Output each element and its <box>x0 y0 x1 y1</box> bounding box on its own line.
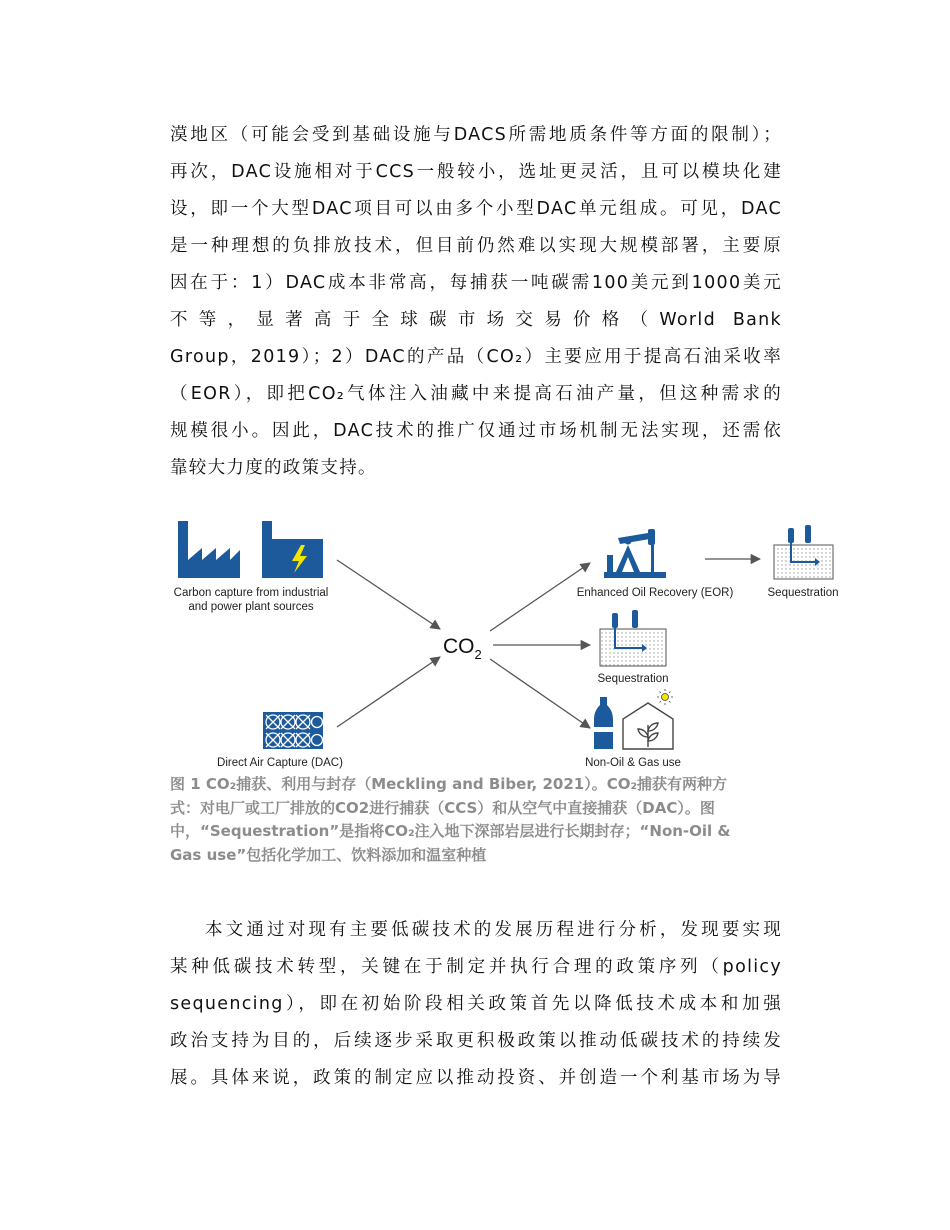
caption-line: 图 1 CO₂捕获、利用与封存（Meckling and Biber, 2021）。CO₂捕获有两种方 <box>170 775 728 793</box>
caption-line: 中，“Sequestration”是指将CO₂注入地下深部岩层进行长期封存；“Non-Oil & <box>170 822 731 840</box>
text-line: 靠较大力度的政策支持。 <box>170 458 377 478</box>
arrow-dac-to-co2 <box>337 657 440 727</box>
text-line: 规模很小。因此，DAC技术的推广仅通过市场机制无法实现，还需依 <box>170 421 782 441</box>
text-line: 某种低碳技术转型，关键在于制定并执行合理的政策序列（policy <box>170 957 782 977</box>
arrow-industrial-to-co2 <box>337 560 440 629</box>
text-line: 漠地区（可能会受到基础设施与DACS所需地质条件等方面的限制）； <box>170 125 782 145</box>
sequestration-icon <box>774 525 833 579</box>
bottle-icon <box>594 697 613 749</box>
text-line: sequencing），即在初始阶段相关政策首先以降低技术成本和加强 <box>170 994 782 1014</box>
sequestration-mid-label: Sequestration <box>597 673 669 685</box>
sun-icon <box>657 689 673 705</box>
text-line: （EOR），即把CO₂气体注入油藏中来提高石油产量，但这种需求的 <box>170 384 782 404</box>
text-line: 设，即一个大型DAC项目可以由多个小型DAC单元组成。可见，DAC <box>170 199 782 219</box>
arrow-co2-to-eor <box>490 563 590 631</box>
eor-label: Enhanced Oil Recovery (EOR) <box>576 587 734 599</box>
text-line: 再次，DAC设施相对于CCS一般较小，选址更灵活，且可以模块化建 <box>170 162 782 182</box>
sequestration-icon <box>600 610 666 666</box>
text-line: Group，2019）；2）DAC的产品（CO₂）主要应用于提高石油采收率 <box>170 347 782 367</box>
figure-caption <box>170 773 785 867</box>
caption-line: 式：对电厂或工厂排放的CO2进行捕获（CCS）和从空气中直接捕获（DAC）。图 <box>170 798 715 817</box>
arrow-co2-to-nonoil <box>490 659 590 728</box>
text-line: 不等，显著高于全球碳市场交易价格（World Bank <box>170 310 782 330</box>
ccus-diagram <box>160 515 850 773</box>
factory-icon <box>178 521 240 578</box>
paragraph-1 <box>170 117 782 487</box>
paragraph-2 <box>170 912 782 1097</box>
dac-fan-icon <box>263 712 323 749</box>
sequestration-right-label: Sequestration <box>767 587 839 599</box>
text-line: 是一种理想的负排放技术，但目前仍然难以实现大规模部署，主要原 <box>170 236 782 256</box>
co2-label: $CO_2$ <box>443 635 482 662</box>
text-line: 因在于：1）DAC成本非常高，每捕获一吨碳需100美元到1000美元 <box>170 273 782 293</box>
dac-label: Direct Air Capture (DAC) <box>217 757 343 769</box>
industrial-capture-label: Carbon capture from industrial <box>173 587 329 599</box>
oil-pump-icon <box>604 529 666 578</box>
industrial-capture-label-2: and power plant sources <box>188 601 314 613</box>
text-line: 本文通过对现有主要低碳技术的发展历程进行分析，发现要实现 <box>205 920 782 940</box>
nonoil-label: Non-Oil & Gas use <box>585 757 681 769</box>
caption-line: Gas use”包括化学加工、饮料添加和温室种植 <box>170 845 487 864</box>
power-plant-icon <box>262 521 323 578</box>
greenhouse-icon <box>623 703 673 749</box>
text-line: 展。具体来说，政策的制定应以推动投资、并创造一个利基市场为导 <box>170 1068 782 1088</box>
text-line: 政治支持为目的，后续逐步采取更积极政策以推动低碳技术的持续发 <box>170 1031 782 1051</box>
